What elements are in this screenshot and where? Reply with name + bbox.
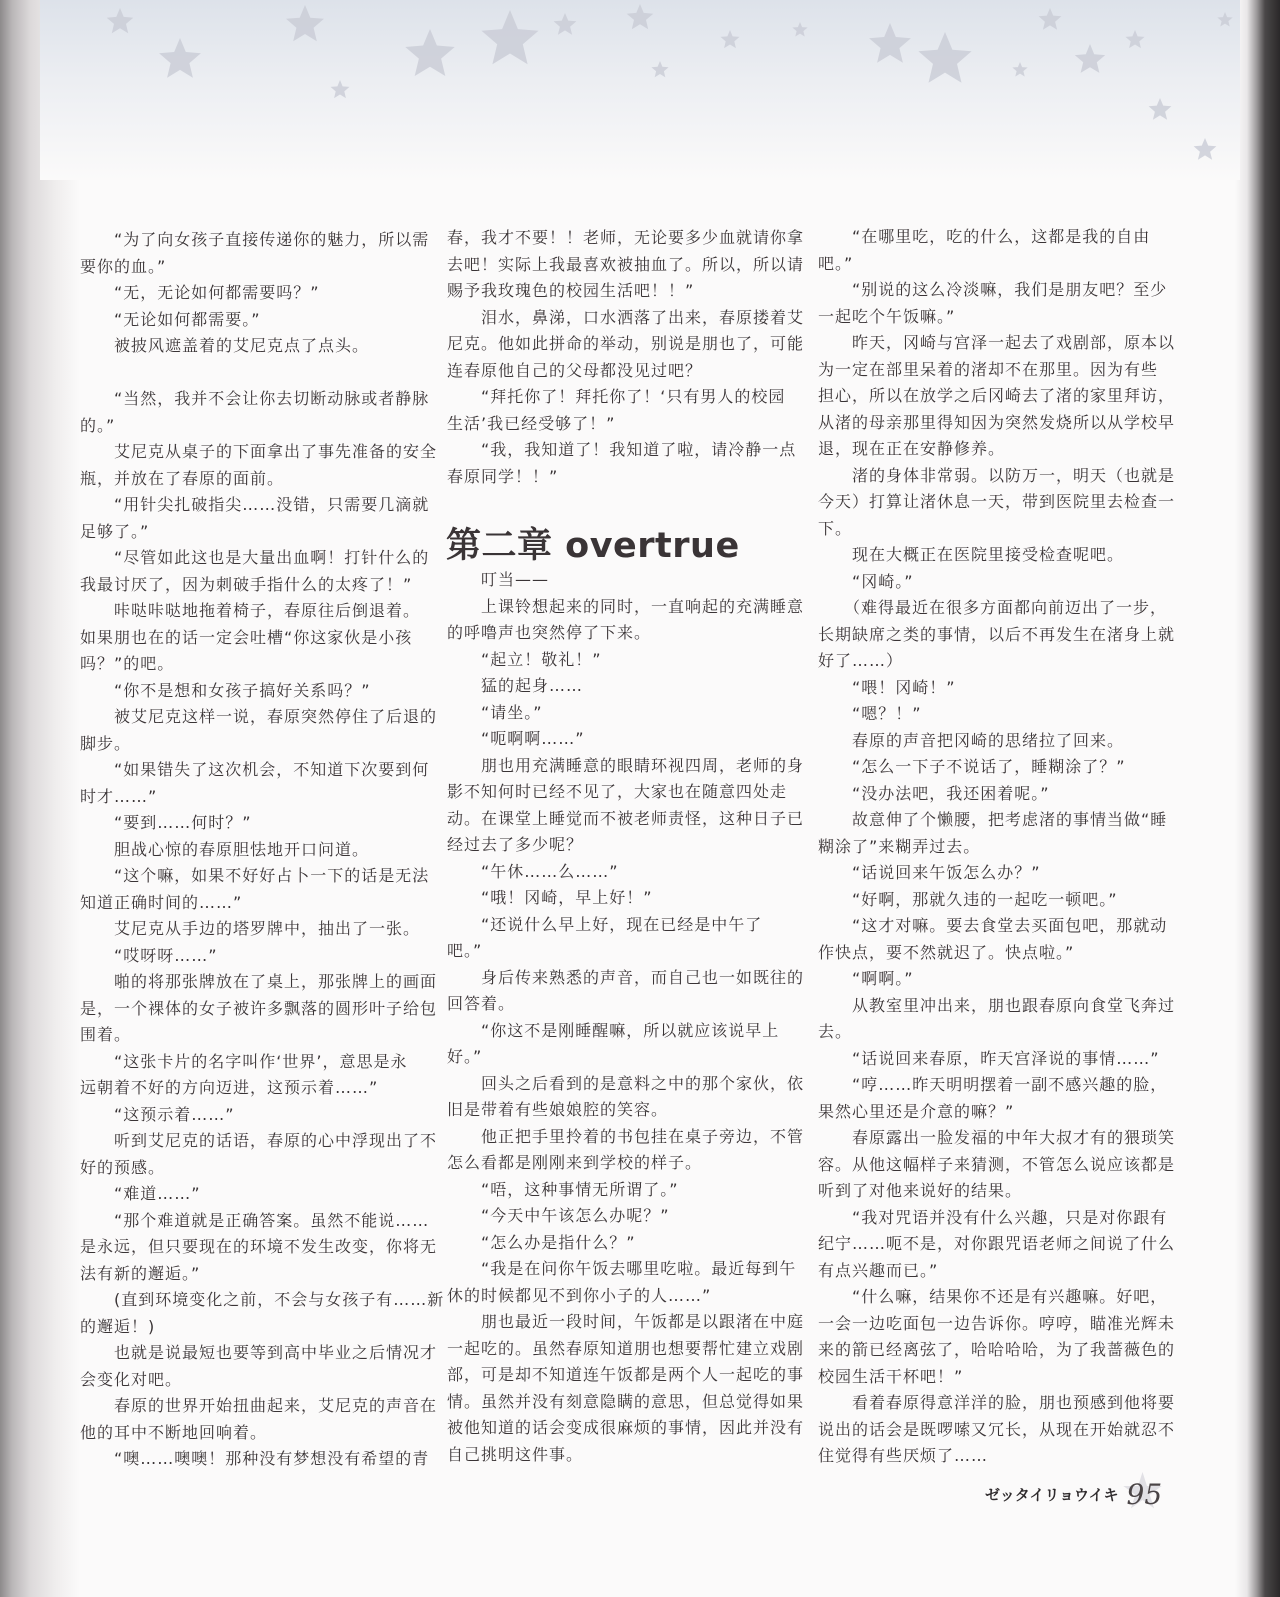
text-line: 春原的世界开始扭曲起来，艾尼克的声音在 xyxy=(80,1396,438,1415)
text-line: “什么嘛，结果你不还是有兴趣嘛。好吧， xyxy=(818,1287,1168,1306)
text-line: （难得最近在很多方面都向前迈出了一步， xyxy=(818,598,1168,617)
text-line: 的呼噜声也突然停了下来。 xyxy=(447,623,652,642)
text-column-middle-bottom xyxy=(447,567,805,1468)
text-line: 吗？”的吧。 xyxy=(80,654,175,673)
text-line: 部，可是却不知道连午饭都是两个人一起吃的事 xyxy=(447,1365,805,1384)
text-line: “还说什么早上好，现在已经是中午了 xyxy=(447,914,763,934)
text-line: 是，一个裸体的女子被许多飘落的圆形叶子给包 xyxy=(80,998,438,1018)
text-line: “难道……” xyxy=(80,1184,201,1203)
text-line: 来的箭已经离弦了，哈哈哈哈，为了我蔷薇色的 xyxy=(818,1340,1176,1359)
text-line: “这张卡片的名字叫作‘世界’，意思是永 xyxy=(80,1051,408,1071)
text-line: 他的耳中不断地回响着。 xyxy=(80,1422,268,1442)
text-line: “这预示着……” xyxy=(80,1104,235,1124)
text-line: “为了向女孩子直接传递你的魅力，所以需 xyxy=(80,230,430,249)
text-line: 上课铃想起来的同时，一直响起的充满睡意 xyxy=(447,596,805,616)
star-icon xyxy=(1039,8,1062,30)
star-decoration-header xyxy=(40,0,1240,180)
text-line: 尼克。他如此拼命的举动，别说是朋也了，可能 xyxy=(447,334,805,353)
text-line: “无论如何都需要。” xyxy=(80,309,261,329)
text-line: “你这不是刚睡醒嘛，所以就应该说早上 xyxy=(447,1020,780,1040)
magazine-name: ゼッタイリョウイキ xyxy=(985,1486,1119,1504)
text-line: “用针尖扎破指尖……没错，只需要几滴就 xyxy=(80,495,430,514)
text-line: “起立！敬礼！” xyxy=(447,649,602,669)
text-line: “今天中午该怎么办呢？” xyxy=(447,1206,670,1225)
text-line: 春原的声音把冈崎的思绪拉了回来。 xyxy=(818,730,1125,750)
text-line: 要你的血。” xyxy=(80,256,167,276)
text-line: 的邂逅！) xyxy=(80,1316,156,1336)
text-line: 春，我才不要！！老师，无论要多少血就请你拿 xyxy=(447,228,805,247)
text-line: “哎呀呀……” xyxy=(80,945,218,965)
star-icon xyxy=(792,22,807,37)
text-line: 朋也用充满睡意的眼睛环视四周，老师的身 xyxy=(447,755,805,775)
text-line: “尽管如此这也是大量出血啊！打针什么的 xyxy=(80,548,430,567)
text-line: “没办法吧，我还困着呢。” xyxy=(818,783,1050,803)
text-line: “哼……昨天明明摆着一副不感兴趣的脸， xyxy=(818,1075,1168,1094)
text-line: “那个难道就是正确答案。虽然不能说…… xyxy=(80,1210,430,1230)
text-column-middle-top xyxy=(447,225,805,490)
page-binding-shadow xyxy=(0,0,80,1597)
text-line: 去。 xyxy=(818,1022,853,1041)
text-line: 一起吃个午饭嘛。” xyxy=(818,306,956,326)
text-line: 下。 xyxy=(818,518,853,538)
text-line: 春原同学！！” xyxy=(447,466,559,486)
text-line: “唔，这种事情无所谓了。” xyxy=(447,1179,679,1199)
text-line: “当然，我并不会让你去切断动脉或者静脉 xyxy=(80,389,430,408)
text-line: 知道正确时间的……” xyxy=(80,892,243,912)
text-line: 有点兴趣而已。” xyxy=(818,1260,939,1280)
text-line: “如果错失了这次机会，不知道下次要到何 xyxy=(80,760,430,779)
text-line: 好。” xyxy=(447,1047,483,1066)
text-line: 为一定在部里呆着的渚却不在那里。因为有些 xyxy=(818,359,1159,379)
text-line: “冈崎。” xyxy=(818,571,914,591)
text-line: 生活’我已经受够了！” xyxy=(447,413,616,433)
text-column-left xyxy=(80,227,445,1473)
text-line: 渚的身体非常弱。以防万一，明天（也就是 xyxy=(818,465,1176,485)
text-line: 是永远，但只要现在的环境不发生改变，你将无 xyxy=(80,1237,438,1256)
star-icon xyxy=(554,13,577,35)
text-line: 一会一边吃面包一边告诉你。哼哼，瞄准光辉未 xyxy=(818,1313,1176,1333)
star-icon xyxy=(1075,44,1105,73)
stars-decoration xyxy=(40,0,1240,180)
text-line: “哦！冈崎，早上好！” xyxy=(447,888,653,907)
text-line: “在哪里吃，吃的什么，这都是我的自由 xyxy=(818,227,1151,246)
text-line: 春原露出一脸发福的中年大叔才有的猥琐笑 xyxy=(818,1128,1176,1147)
star-icon xyxy=(482,10,539,64)
text-line: 脚步。 xyxy=(80,733,132,753)
text-line: 叮当—— xyxy=(447,570,550,589)
star-icon xyxy=(159,38,201,78)
text-line: “这个嘛，如果不好好占卜一下的话是无法 xyxy=(80,866,430,885)
text-line: 糊涂了”来糊弄过去。 xyxy=(818,836,981,856)
star-icon xyxy=(869,23,911,63)
text-line: 自己挑明这件事。 xyxy=(447,1444,584,1464)
text-line: 回答着。 xyxy=(447,994,516,1013)
text-line: 动。在课堂上睡觉而不被老师责怪，这种日子已 xyxy=(447,808,805,828)
star-icon xyxy=(331,80,350,98)
text-line: “这才对嘛。要去食堂去买面包吧，那就动 xyxy=(818,916,1168,935)
text-line: 被艾尼克这样一说，春原突然停住了后退的 xyxy=(80,707,438,726)
text-line: “喂！冈崎！” xyxy=(818,677,956,697)
text-line: “我，我知道了！我知道了啦，请冷静一点 xyxy=(447,440,797,459)
text-line: 我最讨厌了，因为刺破手指什么的太疼了！” xyxy=(80,574,413,594)
text-line: “噢……噢噢！那种没有梦想没有希望的青 xyxy=(80,1449,430,1468)
star-icon xyxy=(1126,30,1145,48)
text-line: 听到艾尼克的话语，春原的心中浮现出了不 xyxy=(80,1131,438,1150)
text-line: 故意伸了个懒腰，把考虑渚的事情当做“睡 xyxy=(818,810,1168,829)
text-line: 情。虽然并没有刻意隐瞒的意思，但总觉得如果 xyxy=(447,1391,805,1411)
text-line: 说出的话会是既啰嗦又冗长，从现在开始就忍不 xyxy=(818,1419,1176,1439)
text-line: 好了……） xyxy=(818,651,904,670)
text-line: “好啊，那就久违的一起吃一顿吧。” xyxy=(818,889,1118,909)
text-line: 猛的起身…… xyxy=(447,676,584,695)
text-line: 艾尼克从手边的塔罗牌中，抽出了一张。 xyxy=(80,919,421,938)
text-line: 作快点，要不然就迟了。快点啦。” xyxy=(818,942,1075,962)
text-line: 从渚的母亲那里得知因为突然发烧所以从学校早 xyxy=(818,412,1176,432)
text-line: 校园生活干杯吧！” xyxy=(818,1366,964,1386)
text-line: 听到了对他来说好的结果。 xyxy=(818,1181,1023,1200)
text-line: “午休……么……” xyxy=(447,861,619,881)
text-line: 他正把手里拎着的书包挂在桌子旁边，不管 xyxy=(447,1126,805,1146)
text-line: 退，现在正在安静修养。 xyxy=(818,439,1006,458)
text-line: 被披风遮盖着的艾尼克点了点头。 xyxy=(80,336,370,355)
text-line: 昨天，冈崎与宫泽一起去了戏剧部，原本以 xyxy=(818,333,1176,352)
text-line: 会变化对吧。 xyxy=(80,1369,183,1389)
star-icon xyxy=(1194,138,1217,160)
star-icon xyxy=(107,8,134,33)
text-line: “别说的这么冷淡嘛，我们是朋友吧？至少 xyxy=(818,280,1168,299)
star-icon xyxy=(651,61,668,77)
text-line: 休的时候都见不到你小子的人……” xyxy=(447,1285,712,1305)
text-line: 从教室里冲出来，朋也跟春原向食堂飞奔过 xyxy=(818,995,1176,1015)
star-icon xyxy=(1217,12,1232,27)
text-line: 吧。” xyxy=(447,941,483,960)
text-line: “我是在问你午饭去哪里吃啦。最近每到午 xyxy=(447,1259,797,1278)
text-line: “怎么办是指什么？” xyxy=(447,1232,636,1252)
text-line: 连春原他自己的父母都没见过吧？ xyxy=(447,360,703,380)
text-line: 朋也最近一段时间，午饭都是以跟渚在中庭 xyxy=(447,1312,805,1331)
text-line: “你不是想和女孩子搞好关系吗？” xyxy=(80,680,371,700)
star-icon xyxy=(1149,98,1172,120)
text-line: 泪水，鼻涕，口水洒落了出来，春原搂着艾 xyxy=(447,307,805,327)
text-line: 如果朋也在的话一定会吐槽“你这家伙是小孩 xyxy=(80,627,413,647)
text-line: 也就是说最短也要等到高中毕业之后情况才 xyxy=(80,1343,438,1362)
star-icon xyxy=(721,30,740,48)
text-line: “要到……何时？” xyxy=(80,813,252,832)
text-line: “啊啊。” xyxy=(818,969,914,988)
text-line: “怎么一下子不说话了，睡糊涂了？” xyxy=(818,757,1126,776)
text-line: 时才……” xyxy=(80,786,158,806)
text-line: 的。” xyxy=(80,415,116,435)
text-column-right xyxy=(818,224,1176,1470)
text-line: 果然心里还是介意的嘛？” xyxy=(818,1101,1015,1121)
text-line: “呃啊啊……” xyxy=(447,729,585,748)
text-line: 远朝着不好的方向迈进，这预示着……” xyxy=(80,1078,379,1097)
page-edge-shadow xyxy=(1235,0,1280,1597)
text-line: 好的预感。 xyxy=(80,1157,166,1177)
text-line: 瓶，并放在了春原的面前。 xyxy=(80,468,285,488)
text-line: 回头之后看到的是意料之中的那个家伙，依 xyxy=(447,1073,805,1093)
page-footer xyxy=(985,1478,1162,1511)
text-line: 容。从他这幅样子来猜测，不管怎么说应该都是 xyxy=(818,1154,1176,1174)
text-line: 被他知道的话会变成很麻烦的事情，因此并没有 xyxy=(447,1418,805,1437)
text-line: 围着。 xyxy=(80,1025,132,1044)
text-line: 长期缺席之类的事情，以后不再发生在渚身上就 xyxy=(818,624,1176,644)
star-icon xyxy=(286,5,324,41)
text-line: 旧是带着有些娘娘腔的笑容。 xyxy=(447,1100,669,1119)
text-line: 现在大概正在医院里接受检查呢吧。 xyxy=(818,545,1125,564)
text-line: 啪的将那张牌放在了桌上，那张牌上的画面 xyxy=(80,972,438,991)
text-line: 怎么看都是刚刚来到学校的样子。 xyxy=(447,1153,703,1172)
text-line: 看着春原得意洋洋的脸，朋也预感到他将要 xyxy=(818,1393,1176,1412)
text-line: 咔哒咔哒地拖着椅子，春原往后倒退着。 xyxy=(80,601,421,620)
text-line: (直到环境变化之前，不会与女孩子有……新 xyxy=(80,1290,445,1309)
text-line: 法有新的邂逅。” xyxy=(80,1263,201,1283)
text-line: 吧。” xyxy=(818,253,854,273)
text-line: 纪宁……呃不是，对你跟咒语老师之间说了什么 xyxy=(818,1234,1176,1253)
text-line: 身后传来熟悉的声音，而自己也一如既往的 xyxy=(447,967,805,987)
text-line: 艾尼克从桌子的下面拿出了事先准备的安全 xyxy=(80,442,438,461)
text-line: “嗯？！” xyxy=(818,704,922,723)
text-line: 足够了。” xyxy=(80,521,150,541)
text-line: “无，无论如何都需要吗？” xyxy=(80,283,320,302)
text-line: 担心，所以在放学之后冈崎去了渚的家里拜访， xyxy=(818,386,1176,405)
star-icon xyxy=(627,4,654,29)
text-line: 住觉得有些厌烦了…… xyxy=(818,1446,989,1465)
text-line: 赐予我玫瑰色的校园生活吧！！” xyxy=(447,281,695,300)
text-line: 影不知何时已经不见了，大家也在随意四处走 xyxy=(447,782,788,801)
text-line: 今天）打算让渚休息一天，带到医院里去检查一 xyxy=(818,492,1176,511)
text-line: “我对咒语并没有什么兴趣，只是对你跟有 xyxy=(818,1207,1168,1227)
text-line: 经过去了多少呢？ xyxy=(447,835,584,854)
text-line: “请坐。” xyxy=(447,702,543,722)
star-icon xyxy=(1012,62,1027,77)
text-line: 去吧！实际上我最喜欢被抽血了。所以，所以请 xyxy=(447,254,805,274)
page-number: 95 xyxy=(1126,1478,1163,1511)
text-line: 胆战心惊的春原胆怯地开口问道。 xyxy=(80,839,370,859)
chapter-title: 第二章 overtrue xyxy=(446,526,740,566)
star-icon xyxy=(405,29,454,76)
text-line: “话说回来春原，昨天宫泽说的事情……” xyxy=(818,1048,1160,1068)
text-line: “话说回来午饭怎么办？” xyxy=(818,863,1041,882)
text-line: “拜托你了！拜托你了！‘只有男人的校园 xyxy=(447,387,786,406)
star-icon xyxy=(918,32,971,83)
text-line xyxy=(80,360,430,387)
text-line: 一起吃的。虽然春原知道朋也想要帮忙建立戏剧 xyxy=(447,1338,805,1358)
